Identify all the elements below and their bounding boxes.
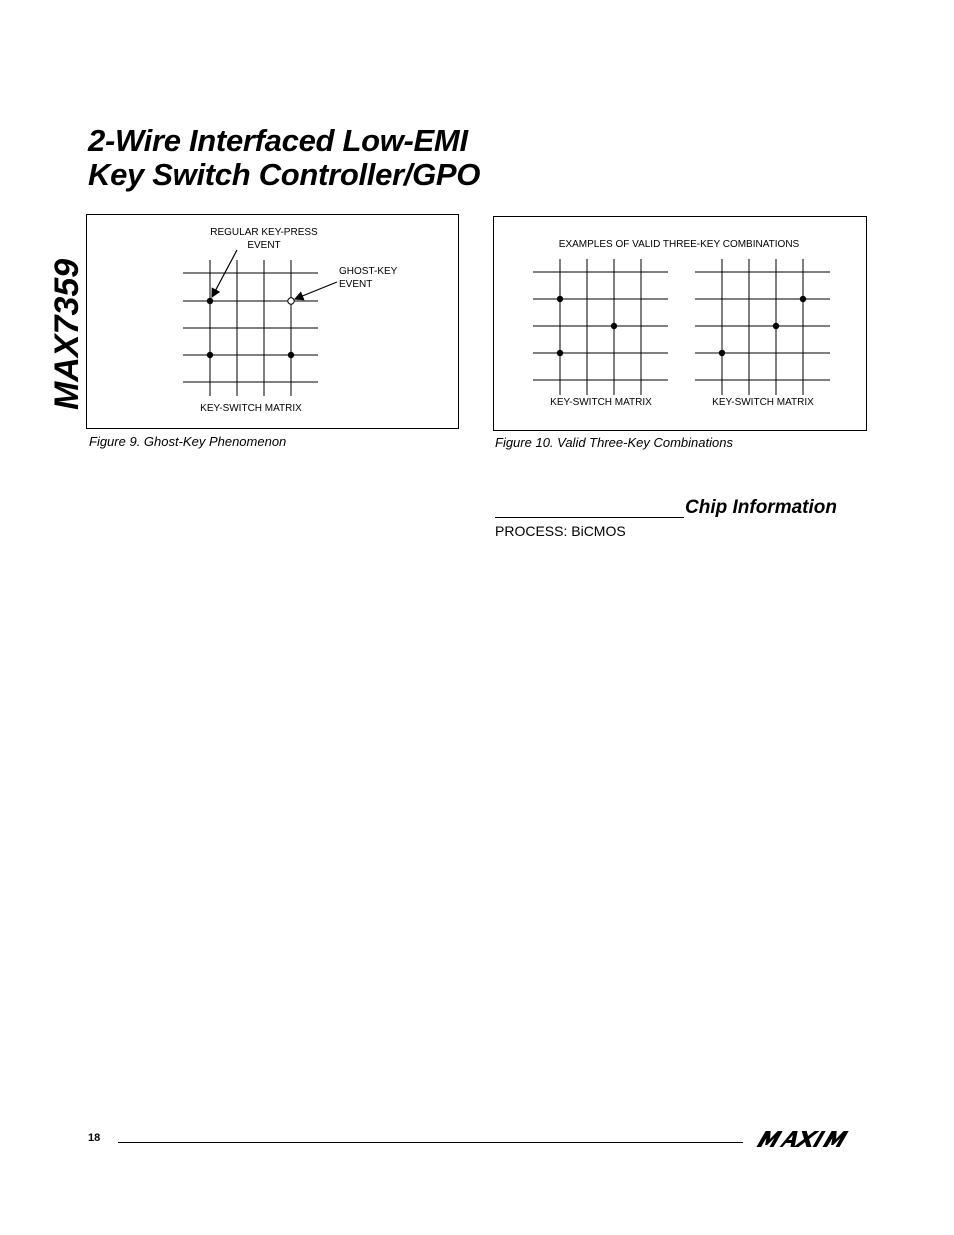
matrix-label: KEY-SWITCH MATRIX [200, 403, 302, 414]
page-title [88, 124, 480, 192]
part-number-side-label: MAX7359 [48, 258, 86, 410]
matrix-label-left: KEY-SWITCH MATRIX [550, 397, 652, 408]
figure-10-caption: Figure 10. Valid Three-Key Combinations [495, 435, 733, 450]
ghost-key-label-1: GHOST-KEY [339, 266, 398, 277]
regular-key-label-1: REGULAR KEY-PRESS [210, 227, 318, 238]
key-press-dot [611, 323, 617, 329]
chip-information-header [495, 497, 865, 519]
process-text: PROCESS: BiCMOS [495, 523, 626, 539]
matrix-label-right: KEY-SWITCH MATRIX [712, 397, 814, 408]
figure-10-valid-combinations [493, 216, 867, 431]
key-press-dot [288, 352, 294, 358]
key-press-dot [207, 352, 213, 358]
key-press-dot [773, 323, 779, 329]
key-switch-grid-right [695, 259, 830, 395]
footer-rule [118, 1142, 743, 1143]
ghost-key-dot [288, 298, 294, 304]
figure-9-diagram [87, 215, 458, 428]
key-press-dot [207, 298, 213, 304]
section-rule [495, 517, 684, 518]
maxim-logo-mark [756, 1130, 864, 1148]
regular-key-label-2: EVENT [247, 240, 281, 251]
figure-10-heading: EXAMPLES OF VALID THREE-KEY COMBINATIONS [558, 239, 800, 250]
key-switch-grid-left [533, 259, 668, 395]
title-line-2: Key Switch Controller/GPO [88, 157, 481, 192]
key-switch-grid [183, 260, 318, 396]
key-press-dot [557, 350, 563, 356]
ghost-key-label-2: EVENT [339, 279, 373, 290]
key-press-dot [719, 350, 725, 356]
chip-information-title: Chip Information [685, 497, 837, 518]
figure-10-diagram [494, 217, 866, 430]
figure-9-caption: Figure 9. Ghost-Key Phenomenon [89, 434, 287, 449]
page-number: 18 [88, 1132, 101, 1144]
key-press-dot [800, 296, 806, 302]
title-line-1: 2-Wire Interfaced Low-EMI [88, 123, 468, 158]
maxim-logo [756, 1130, 864, 1154]
figure-9-ghost-key [86, 214, 459, 429]
key-press-dot [557, 296, 563, 302]
